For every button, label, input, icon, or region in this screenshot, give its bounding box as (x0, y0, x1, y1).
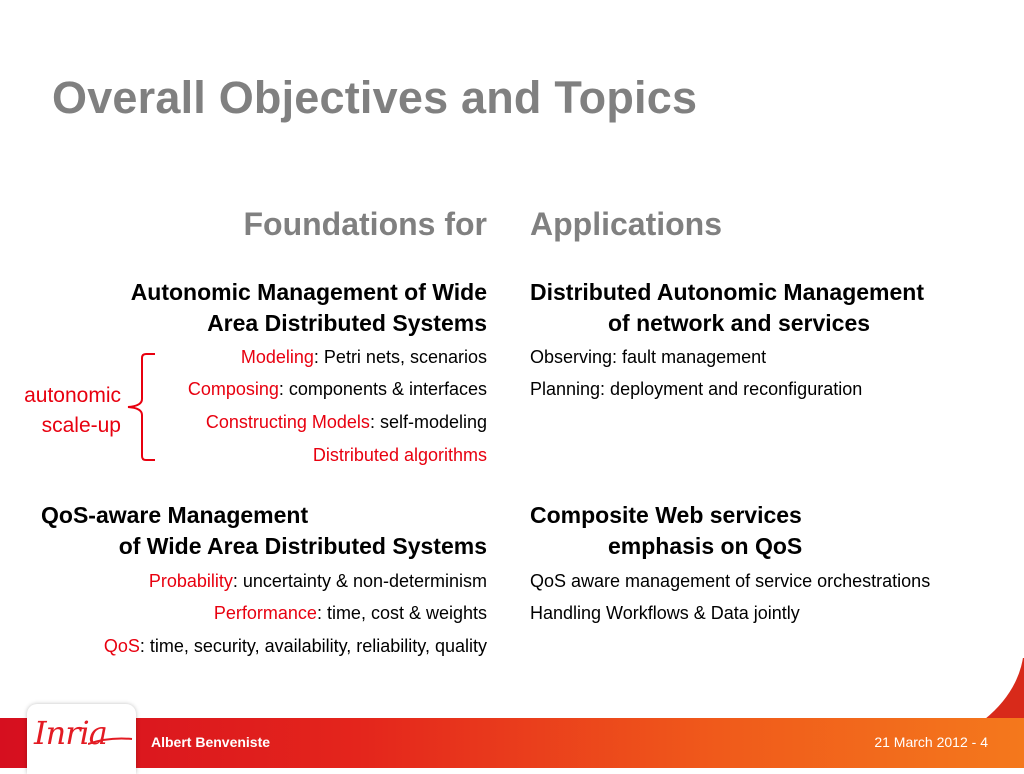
right-section2-title-line1: Composite Web services (530, 502, 802, 528)
slide-title: Overall Objectives and Topics (52, 72, 698, 123)
left-section1-title-line1: Autonomic Management of Wide (130, 279, 487, 305)
left-section2-title-line1: QoS-aware Management (41, 502, 309, 528)
footer-author: Albert Benveniste (151, 734, 271, 750)
item-key: QoS (103, 636, 140, 656)
right-section1-title (530, 277, 970, 339)
left-section1-item-constructing (206, 412, 487, 433)
item-key: Performance (213, 603, 317, 623)
right-section1-title-line2: of network and services (608, 310, 871, 336)
item-key: Composing (187, 379, 279, 399)
right-section1-item-planning: Planning: deployment and reconfiguration (530, 379, 863, 399)
left-section2-title-line2: of Wide Area Distributed Systems (118, 533, 487, 559)
left-section1-item-distributed (313, 445, 487, 466)
right-section2-item-qos-aware: QoS aware management of service orchestrations (530, 571, 931, 591)
item-key: Constructing Models (205, 412, 370, 432)
brace-label-line1: autonomic (24, 384, 121, 407)
right-section2-title-line2: emphasis on QoS (608, 533, 803, 559)
brace-label-line2: scale-up (41, 414, 121, 437)
item-key: Probability (148, 571, 233, 591)
item-key: Modeling (240, 347, 314, 367)
footer-page-number: 4 (980, 734, 988, 750)
left-section2-item-performance (214, 603, 487, 624)
right-section2-item-workflows: Handling Workflows & Data jointly (530, 603, 800, 623)
right-section2-title (530, 500, 970, 562)
left-section1-title-line2: Area Distributed Systems (207, 310, 487, 336)
item-rest: : uncertainty & non-determinism (232, 571, 487, 591)
left-section1-title (131, 277, 487, 339)
item-key: Distributed algorithms (312, 445, 487, 465)
brace-label (24, 381, 121, 441)
right-section1-item-observing: Observing: fault management (530, 347, 767, 367)
left-section2-item-probability (149, 571, 487, 592)
footer-date-text: 21 March 2012 (874, 734, 968, 750)
left-section1-item-composing (188, 379, 487, 400)
item-rest: : Petri nets, scenarios (313, 347, 487, 367)
left-section2-item-qos (104, 636, 487, 657)
applications-heading: Applications (530, 206, 723, 242)
foundations-heading: Foundations for (243, 206, 487, 242)
right-section1-title-line1: Distributed Autonomic Management (530, 279, 924, 305)
brace-icon (124, 352, 158, 464)
left-section1-item-modeling (241, 347, 487, 368)
inria-logo: Inria (34, 714, 107, 752)
footer-date: 21 March 2012 - 4 (874, 734, 988, 750)
item-rest: : components & interfaces (278, 379, 487, 399)
item-rest: : time, cost & weights (316, 603, 487, 623)
item-rest: : time, security, availability, reliability, quality (139, 636, 487, 656)
item-rest: : self-modeling (369, 412, 487, 432)
logo-swoosh-icon (88, 735, 134, 749)
